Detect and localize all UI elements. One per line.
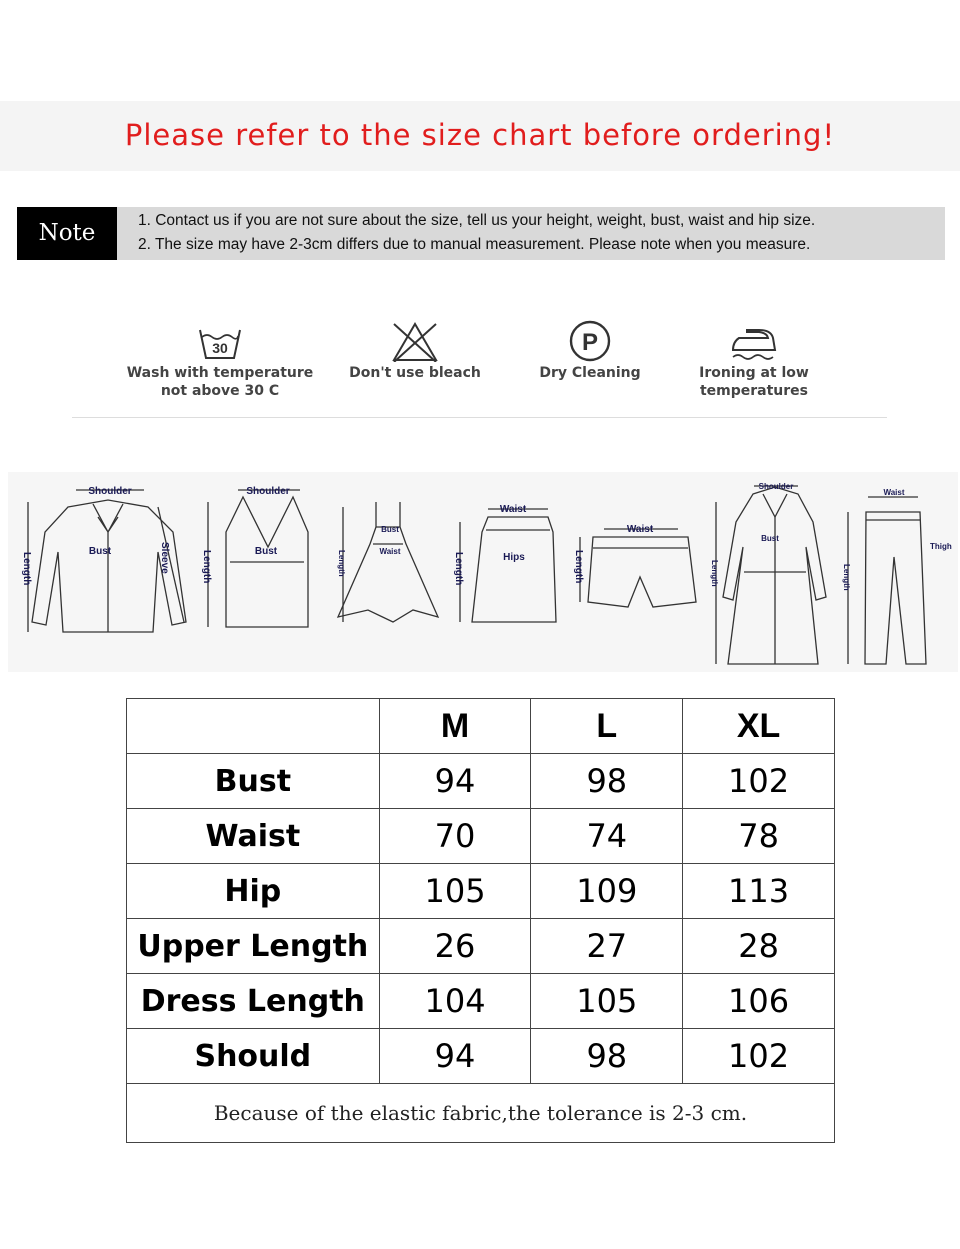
measurement-diagrams (8, 472, 958, 672)
care-bleach (340, 320, 490, 382)
blouse-shoulder-label: Shoulder (88, 486, 132, 497)
bust-xl: 102 (683, 754, 835, 809)
shorts-length-label: Length (573, 550, 584, 584)
shorts-waist-label: Waist (626, 524, 654, 535)
care-iron-line2: temperatures (699, 383, 809, 399)
should-xl: 102 (683, 1029, 835, 1084)
vest-bust-label: Bust (254, 546, 278, 557)
iron-low-icon (729, 320, 779, 362)
vest-length-label: Length (201, 550, 212, 584)
trench-length-label: Length (710, 560, 719, 587)
row-label-hip: Hip (127, 864, 380, 919)
skirt-outline (472, 517, 556, 622)
dress-length-m: 104 (379, 974, 531, 1029)
pants-outline (865, 512, 926, 664)
row-label-waist: Waist (127, 809, 380, 864)
trench-shoulder-label: Shoulder (758, 482, 794, 491)
hip-xl: 113 (683, 864, 835, 919)
slip-bust-label: Bust (381, 525, 399, 534)
slip-length-label: Length (337, 550, 346, 577)
wash-temp-number: 30 (212, 340, 228, 356)
size-table (126, 698, 835, 1143)
pants-thigh-label: Thigh (930, 542, 952, 551)
care-wash (120, 320, 320, 400)
skirt-hips-label: Hips (503, 552, 525, 563)
size-header-xl: XL (683, 699, 835, 754)
waist-m: 70 (379, 809, 531, 864)
upper-length-xl: 28 (683, 919, 835, 974)
waist-l: 74 (531, 809, 683, 864)
blouse-length-label: Length (21, 552, 32, 586)
note-label: Note (17, 207, 117, 260)
row-label-bust: Bust (127, 754, 380, 809)
care-bleach-line1: Don't use bleach (349, 365, 481, 381)
blouse-bow (93, 504, 123, 532)
size-header-row (127, 699, 835, 754)
bust-l: 98 (531, 754, 683, 809)
row-label-should: Should (127, 1029, 380, 1084)
slip-dress-outline (338, 502, 438, 622)
table-row (127, 919, 835, 974)
dress-length-l: 105 (531, 974, 683, 1029)
care-iron-line1: Ironing at low (699, 365, 809, 381)
table-row (127, 864, 835, 919)
bust-m: 94 (379, 754, 531, 809)
note-line-1: 1. Contact us if you are not sure about the size, tell us your height, weight, bust, waist and hip size. (138, 212, 816, 229)
should-m: 94 (379, 1029, 531, 1084)
table-footnote-row (127, 1084, 835, 1143)
table-row (127, 974, 835, 1029)
trench-bust-label: Bust (761, 534, 779, 543)
tolerance-footnote: Because of the elastic fabric,the tolerance is 2-3 cm. (127, 1084, 835, 1143)
page-title: Please refer to the size chart before ordering! (124, 118, 836, 152)
hip-l: 109 (531, 864, 683, 919)
garment-diagrams-svg (8, 472, 958, 672)
upper-length-m: 26 (379, 919, 531, 974)
care-wash-line1: Wash with temperature (126, 365, 314, 381)
size-header-m: M (379, 699, 531, 754)
pants-length-label: Length (842, 564, 851, 591)
header-empty-cell (127, 699, 380, 754)
care-divider (72, 417, 887, 418)
table-row (127, 1029, 835, 1084)
row-label-dress-length: Dress Length (127, 974, 380, 1029)
skirt-length-label: Length (453, 552, 464, 586)
dress-length-xl: 106 (683, 974, 835, 1029)
table-row (127, 754, 835, 809)
upper-length-l: 27 (531, 919, 683, 974)
note-line-2: 2. The size may have 2-3cm differs due to manual measurement. Please note when you measure. (138, 236, 811, 253)
care-dry-clean (520, 320, 660, 382)
row-label-upper-length: Upper Length (127, 919, 380, 974)
care-iron (680, 320, 828, 400)
skirt-waist-label: Waist (499, 504, 527, 515)
dry-clean-p-icon (565, 320, 615, 362)
slip-waist-label: Waist (379, 547, 401, 556)
blouse-bust-label: Bust (88, 546, 112, 557)
dry-clean-letter: P (581, 329, 599, 356)
care-dry-clean-line1: Dry Cleaning (539, 365, 641, 381)
blouse-sleeve-label: Sleeve (159, 542, 170, 574)
vest-shoulder-label: Shoulder (246, 486, 290, 497)
should-l: 98 (531, 1029, 683, 1084)
hip-m: 105 (379, 864, 531, 919)
care-wash-line2: not above 30 C (160, 383, 280, 399)
waist-xl: 78 (683, 809, 835, 864)
size-header-l: L (531, 699, 683, 754)
wash-30-icon (195, 320, 245, 362)
pants-waist-label: Waist (883, 488, 905, 497)
table-row (127, 809, 835, 864)
no-bleach-icon (390, 320, 440, 362)
